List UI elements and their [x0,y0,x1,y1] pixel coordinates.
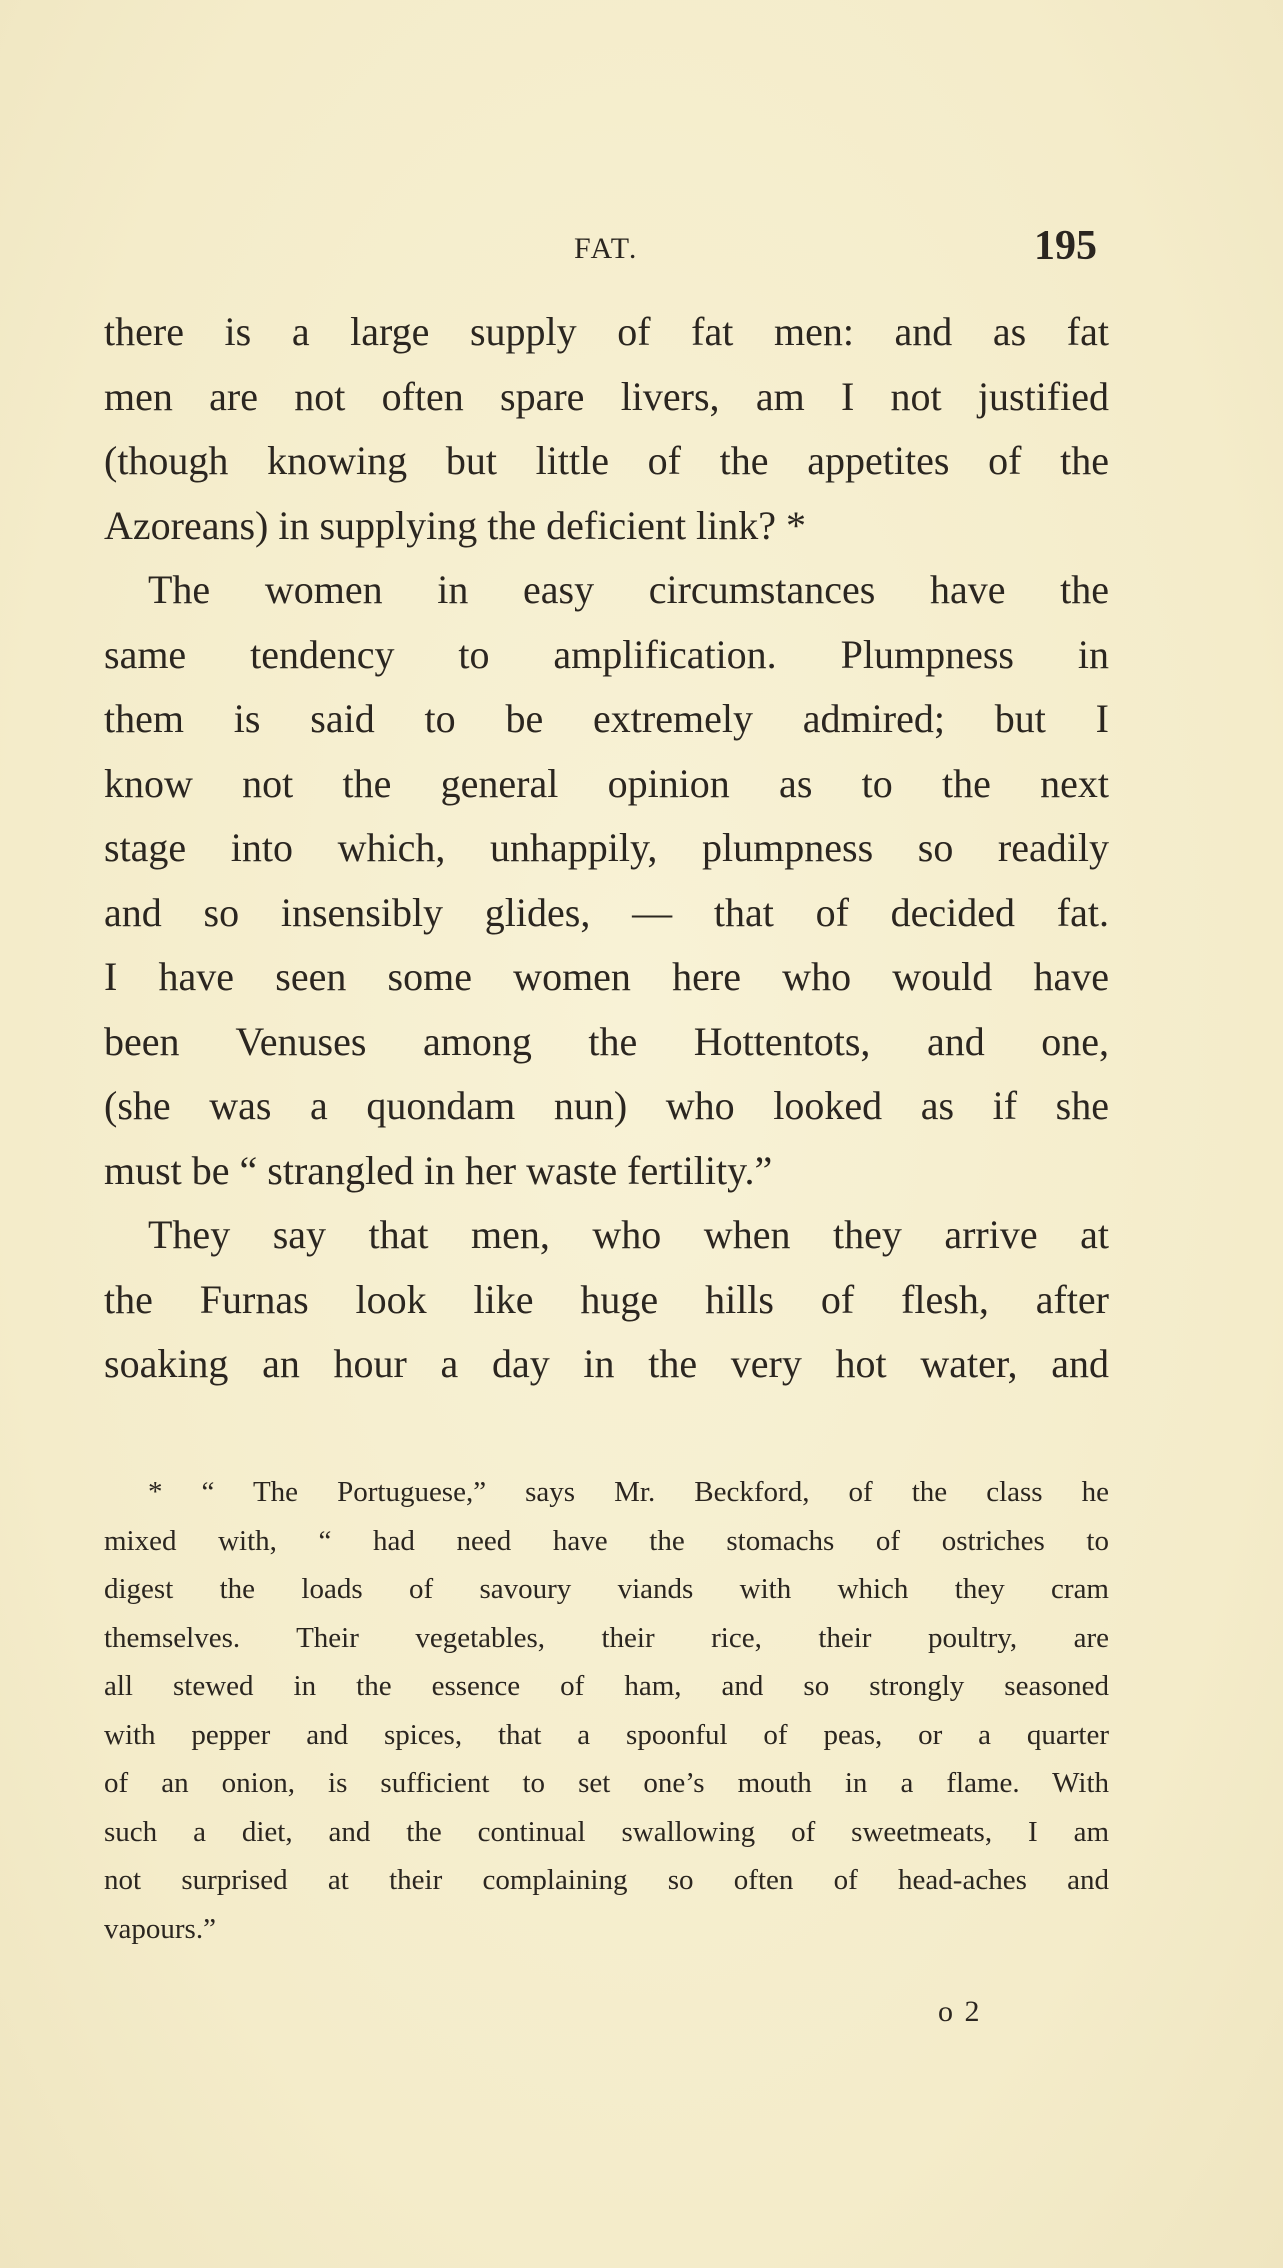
body-line: (she was a quondam nun) who looked as if she [104,1083,1109,1128]
footnote-line: not surprised at their complaining so often of head-aches and [104,1864,1109,1896]
body-line: same tendency to amplification. Plumpness in [104,631,1109,677]
body-line: They say that men, who when they arrive at [148,1212,1109,1257]
running-title: FAT. [574,232,639,265]
body-line: them is said to be extremely admired; but I [104,696,1109,741]
body-line: I have seen some women here who would have [104,954,1109,999]
body-line: stage into which, unhappily, plumpness so readily [104,825,1109,870]
body-line: must be “ strangled in her waste fertility.” [104,1147,773,1193]
body-line: there is a large supply of fat men: and as fat [104,309,1109,354]
body-line: Azoreans) in supplying the deficient link? * [104,502,807,548]
body-line: know not the general opinion as to the next [104,760,1109,806]
body-line: (though knowing but little of the appetites of the [104,438,1109,483]
footnote [104,1468,1109,1953]
body-line: soaking an hour a day in the very hot water, and [104,1341,1109,1386]
footnote-line: * “ The Portuguese,” says Mr. Beckford, of the class he [148,1476,1109,1508]
footnote-line: themselves. Their vegetables, their rice, their poultry, are [104,1621,1109,1654]
body-line: The women in easy circumstances have the [148,567,1109,612]
signature-mark: o 2 [938,1995,982,2028]
footnote-line: such a diet, and the continual swallowing of sweetmeats, I am [104,1815,1109,1848]
body-line: men are not often spare livers, am I not justified [104,373,1109,419]
footnote-line: all stewed in the essence of ham, and so strongly seasoned [104,1670,1109,1702]
body-line: been Venuses among the Hottentots, and one, [104,1018,1109,1064]
footnote-line: vapours.” [104,1912,216,1945]
footnote-line: with pepper and spices, that a spoonful of peas, or a quarter [104,1718,1109,1751]
page-number: 195 [1034,223,1097,269]
body-line: the Furnas look like huge hills of flesh, after [104,1276,1109,1322]
body-text [104,300,1109,1397]
footnote-line: digest the loads of savoury viands with which they cram [104,1573,1109,1605]
footnote-line: mixed with, “ had need have the stomachs of ostriches to [104,1524,1109,1557]
body-line: and so insensibly glides, — that of decided fat. [104,889,1109,935]
running-head [104,222,1104,282]
footnote-line: of an onion, is sufficient to set one’s mouth in a flame. With [104,1767,1109,1799]
